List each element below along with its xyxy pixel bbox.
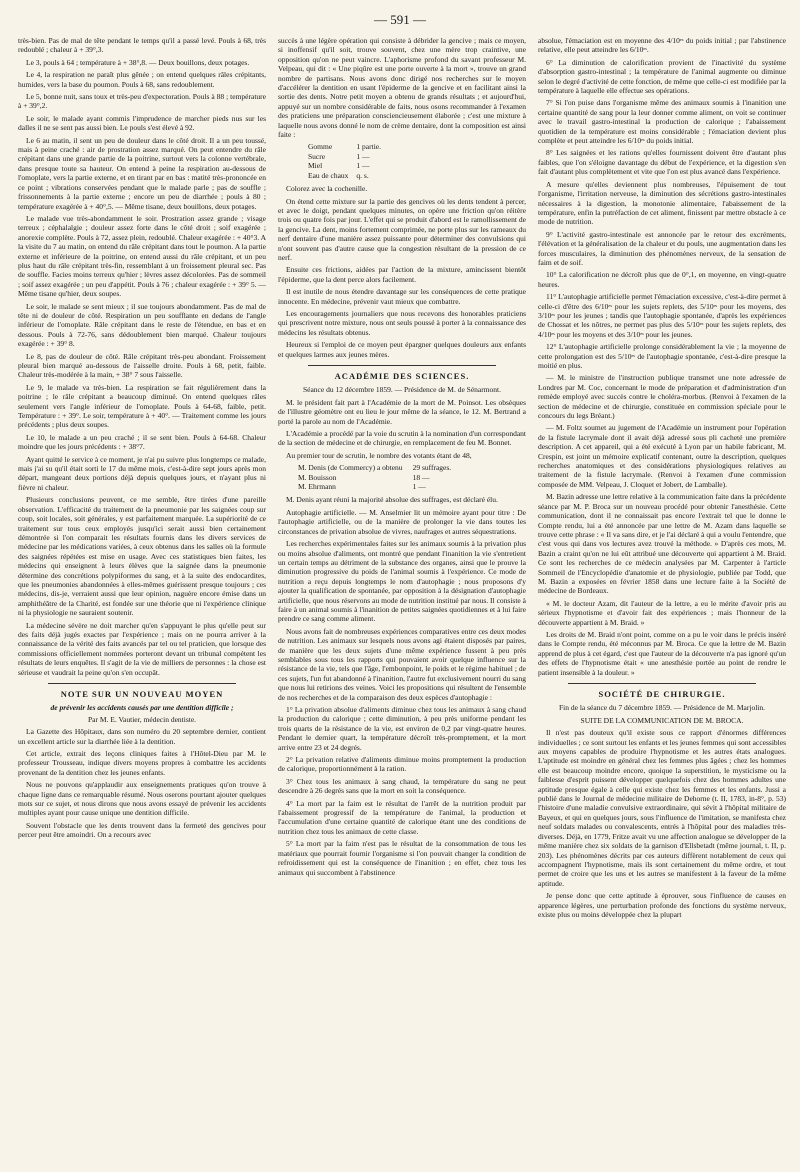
surgery-session: Fin de la séance du 7 décembre 1859. — Présidence de M. Marjolin. (559, 703, 765, 713)
paragraph: Je pense donc que cette aptitude à éprouver, sous l'influence de causes en apparence légères, une perturbation profonde des fonctions du système nerveux, existe plus ou moins développée chez la plupart (538, 891, 786, 919)
academy-title: ACADÉMIE DES SCIENCES. (334, 371, 470, 381)
paragraph: Le 9, le malade va très-bien. La respiration se fait régulièrement dans la poitrine ; le râle crépitant a beaucoup diminué. On entend quelques râles seulement vers l'angle inférieur de l'omoplate. Pouls à 64-68, faible, petit. Température : + 39°. Le soir, température à + 40°. — Traitement comme les jours précédents ; plus deux soupes. (18, 382, 266, 430)
paragraph: Heureux si l'emploi de ce moyen peut épargner quelques douleurs aux enfants et quelques larmes aux jeunes mères. (278, 340, 526, 359)
paragraph: Colorez avec la cochenille. (286, 184, 368, 194)
paragraph: 6° La diminution de calorification provient de l'inactivité du système d'absorption gastro-intestinal ; la température de l'animal augmente ou diminue selon le degré d'activité de cette fonction, de même que celle-ci est modifiée par la température à laquelle elle effectue ses opérations. (538, 57, 786, 96)
paragraph: Nous ne pouvons qu'applaudir aux enseignements pratiques qu'on trouve à chaque ligne dans ce remarquable résumé. Nous oserons pourtant ajouter quelques mots sur ce sujet, et nous dirons que nous avons essayé de prévenir les accidents multiples ayant pour cause unique une dentition difficile. (18, 780, 266, 818)
paragraph: Le 6 au matin, il sent un peu de douleur dans le côté droit. Il a un peu toussé, mais à peine craché : air de prostration assez marqué. On peut entendre du râle crépitant dans une grande partie de la poitrine, surtout vers la colonne vertébrale, dans presque toute sa hauteur. On entend à peine la respiration au-dessous de l'omoplate, vers la partie externe, et en tirant par en bas : matité très-prononcée en ce point ; vibrations conservées pendant que le malade parle ; pas de souffle ; frissonnements à la partie externe ; encore un peu de diarrhée ; pouls à 80 ; température exagérée à + 40°,5. — Même tisane, deux bouillons, deux potages. (18, 135, 266, 211)
paragraph: A mesure qu'elles deviennent plus nombreuses, l'épuisement de tout l'organisme, l'irritation nerveuse, la diminution des sécrétions gastro-intestinales nécessaires à la digestion, la monotonie alimentaire, l'abaissement de la température, enfin la putréfaction de cet aliment, finissent par mettre obstacle à ce mode de nutrition. (538, 179, 786, 227)
quantity: 1 partie. (356, 142, 381, 152)
recipe-row (308, 171, 389, 180)
note-title: NOTE SUR UN NOUVEAU MOYEN (60, 689, 224, 699)
paragraph: M. le président fait part à l'Académie de la mort de M. Poinsot. Les obsèques de l'illustre géomètre ont eu lieu le jour même de la séance, le 12. M. Bertrand a porté la parole au nom de l'Académie. (278, 397, 526, 426)
paragraph: 5° La mort par la faim n'est pas le résultat de la consommation de tous les matériaux que pourrait fournir l'organisme si l'on pouvait changer la condition de refroidissement qui est la conséquence de l'inanition ; en effet, chez tous les animaux qui succombent à l'abstinence (278, 839, 526, 877)
quantity: q. s. (356, 170, 369, 180)
candidate: M. Ehrmann (298, 482, 336, 492)
recipe-row (308, 152, 389, 161)
ingredient: Eau de chaux (308, 170, 349, 180)
column-3 (538, 36, 786, 1166)
recipe-table (308, 142, 389, 180)
paragraph: Le soir, le malade se sent mieux ; il sue toujours abondamment. Pas de mal de tête ni de douleur de côté. Respiration un peu soufflante en dedans de l'angle inférieur de l'omoplate. Râle crépitant dans le reste de l'étendue, en bas et en dessous. Pouls à 72-76, sans dédoublement bien marqué. Chaleur toujours exagérée : + 39° 8. (18, 301, 266, 349)
paragraph: Au premier tour de scrutin, le nombre des votants étant de 48, (286, 450, 472, 460)
paragraph: très-bien. Pas de mal de tête pendant le temps qu'il a passé levé. Pouls à 68, très redoublé ; chaleur à + 39°,3. (18, 36, 266, 55)
paragraph: Le 3, pouls à 64 ; température à + 38°,8. — Deux bouillons, deux potages. (26, 57, 250, 67)
paragraph: Il est inutile de nous étendre davantage sur les conséquences de cette pratique innocente. En médecine, prévenir vaut mieux que combattre. (278, 287, 526, 306)
quantity: 1 — (356, 161, 370, 171)
paragraph: « M. le docteur Azam, dit l'auteur de la lettre, a eu le mérite d'avoir pris au sérieux l'hypnotisme et d'avoir fait des expériences ; mais l'honneur de la découverte appartient à M. Braid. » (538, 598, 786, 627)
paragraph: Souvent l'obstacle que les dents trouvent dans la fermeté des gencives pour percer peut être amoindri. On a recours avec (18, 820, 266, 840)
column-2 (278, 36, 526, 1166)
section-divider (48, 683, 236, 684)
paragraph: 1° La privation absolue d'aliments diminue chez tous les animaux à sang chaud la production du calorique ; cette diminution, à peu près uniforme pendant les trois quarts de la résistance de la vie, est environ de 0,2 par vingt-quatre heures. Pendant le dernier quart, la température décroît très-promptement, et la mort arrive entre 23 et 24 degrés. (278, 705, 526, 752)
paragraph: — M. le ministre de l'instruction publique transmet une note adressée de Londres par M. Coc, concernant le mode de préparation et d'administration d'un remède employé avec succès contre le choléra-morbus. (Renvoi à l'examen de la section de médecine et de chirurgie, constituée en commission spéciale pour le concours du legs Bréant.) (538, 373, 786, 421)
paragraph: 3° Chez tous les animaux à sang chaud, la température du sang ne peut descendre à 26 degrés sans que la mort en soit la conséquence. (278, 776, 526, 796)
paragraph: Il n'est pas douteux qu'il existe sous ce rapport d'énormes différences individuelles ; ce sont surtout les enfants et les jeunes femmes qui sont accessibles aux moyens capables de produire l'hypnotisme et les autres états analogues. L'aptitude est moindre en général chez les femmes plus âgées ; chez les hommes elle est beaucoup moindre encore, quoique la superstition, le mysticisme ou la faiblesse d'esprit puissent développer quelquefois chez des hommes adultes une aptitude presque égale à celle qui existe chez les femmes et les enfants. Jussi a publié dans le Journal de médecine militaire de Dehorne (t. II, 1783, in-8°, p. 53) l'histoire d'une maladie convulsive extraordinaire, qui sévit à l'hôpital militaire de Bayeux, et qui en quelques jours, sous l'influence de l'imitation, se manifesta chez neuf soldats malades ou convalescents, entrés à l'hôpital pour des maladies très-diverses. Déjà, en 1779, Fritze avait vu une affection analogue se développer de la même manière chez six soldats de la garnison d'Ellsbetadt (même journal, t. II, p. 203). Les phénomènes décrits par ces auteurs diffèrent notablement de ceux qui accompagnent l'hypnotisme, mais ils sont certainement du même ordre, et tout permet de croire que les uns et les autres se manifestent à la faveur de la même aptitude. (538, 728, 786, 888)
paragraph: On étend cette mixture sur la partie des gencives où les dents tendent à percer, et avec le doigt, pendant quelques minutes, on opère une friction qu'on réitère trois ou quatre fois par jour. L'effet qui se produit d'abord est le ramollissement de la gencive. La dent, moins fortement comprimée, ne porte plus sur les rameaux du nerf dentaire d'une manière assez puissante pour déterminer des convulsions qui n'ont souvent pas d'autre cause que la congestion résultant de la pression de ce nerf. (278, 196, 526, 262)
paragraph: L'Académie a procédé par la voie du scrutin à la nomination d'un correspondant de la section de médecine et de chirurgie, en remplacement de feu M. Bonnet. (278, 429, 526, 448)
paragraph: Les recherches expérimentales faites sur les animaux soumis à la privation plus ou moins absolue d'aliments, ont montré que pendant l'inanition la vie s'entretient un certain temps au détriment de la substance des organes, ainsi que le prouve la diminution progressive du poids de l'animal soumis à l'expérience. Ce mode de nutrition a reçu depuis longtemps le nom d'autophagie ; nous proposons d'y ajouter la qualification de spontanée, par opposition à la désignation d'autophagie artificielle, que nous réservons au mode de nutrition institué par nous. Il consiste à faire à un animal soumis à l'inanition de petites saignées quotidiennes et à lui faire prendre ce sang comme aliment. (278, 539, 526, 624)
note-subtitle: de prévenir les accidents causés par une dentition difficile ; (50, 703, 234, 713)
paragraph: La Gazette des Hôpitaux, dans son numéro du 20 septembre dernier, contient un excellent article sur la diarrhée liée à la dentition. (18, 727, 266, 746)
page-number: — 591 — (374, 12, 426, 27)
paragraph: La médecine sévère ne doit marcher qu'en s'appuyant le plus qu'elle peut sur des faits déjà jugés exactes par l'expérience ; mais on ne pourra arriver à la connaissance de la vérité des faits avancés par tel ou tel praticien, que lorsque des commissions officiellement nommées porteront devant un tribunal compétent les résultats de leurs enquêtes. Il s'agit de la vie de milliers de personnes : la chose est sérieuse et vaudrait la peine qu'on s'en occupât. (18, 620, 266, 677)
paragraph: 2° La privation relative d'aliments diminue moins promptement la production de calorique, proportionnément à la ration. (278, 755, 526, 774)
vote-row (298, 482, 461, 491)
paragraph: Plusieurs conclusions peuvent, ce me semble, être tirées d'une pareille observation. L'efficacité du traitement de la pneumonie par les saignées coup sur coup, soit locales, soit générales, y est parfaitement marquée. La supériorité de ce traitement sur tous ceux employés jusqu'ici serait aussi bien certainement démontrée si l'on comparait les résultats fournis dans les divers services de médecine par les médications variées, à ceux obtenus dans les salles où la formule des saignées répétées est mise en usage. Avec ces statistiques bien faites, les médecins qui enseignent à leurs élèves que la saignée dans la pneumonie détermine des concrétions polypiformes du sang, et à la suite des endocardites, que les pneumonies abandonnées à elles-mêmes guérissent presque toujours ; ces médecins, dis-je, verraient aussi que leur opinion, naguère encore émise dans un amphithéâtre de la Charité, est fondée sur une théorie que ni l'expérience clinique ni la physiologie ne sauraient soutenir. (18, 495, 266, 618)
recipe-row (308, 142, 389, 151)
paragraph: Le 8, pas de douleur de côté. Râle crépitant très-peu abondant. Froissement pleural bien marqué au-dessous de l'aisselle droite. Pouls à 68, petit, faible. Chaleur très-modérée à la main, + 38° 7 sous l'aisselle. (18, 351, 266, 380)
paragraph: Nous avons fait de nombreuses expériences comparatives entre ces deux modes de nutrition. Les animaux sur lesquels nous avons agi étaient disposés par paires, de manière que les deux sujets d'une même expérience fussent à peu près semblables sous tous les rapports qui pouvaient avoir quelque influence sur la résistance de la vie, tels que l'âge, l'embonpoint, le poids et le régime habituel ; de ces sujets, l'un fut abandonné à l'inanition, l'autre fut exclusivement nourri du sang que nous lui retirions des veines. Voici les propositions qui résultent de l'ensemble de nos recherches et de la comparaison des deux espèces d'autophagie : (278, 626, 526, 702)
observation-text (18, 36, 266, 677)
paragraph: 7° Si l'on puise dans l'organisme même des animaux soumis à l'inanition une certaine quantité de sang pour la leur donner comme aliment, on voit se continuer avec le travail gastro-intestinal la production de calorique ; l'abaissement quotidien de la température est moins considérable ; l'émaciation devient plus complète et peut atteindre les 6/10ᵉˢ du poids initial. (538, 98, 786, 146)
paragraph: Les encouragements journaliers que nous recevons des honorables praticiens qui prescrivent notre mixture, nous ont seuls poussé à porter à la connaissance des médecins les résultats obtenus. (278, 308, 526, 337)
ingredient: Gomme (308, 142, 333, 152)
paragraph: Le soir, le malade ayant commis l'imprudence de marcher pieds nus sur les dalles il ne se sent pas aussi bien. Le pouls s'est élevé à 92. (18, 113, 266, 133)
paragraph: 4° La mort par la faim est le résultat de l'arrêt de la nutrition produit par l'abaissement progressif de la température de l'animal, la production et l'accumulation d'une certaine quantité de calorique étant une des conditions de nutrition chez tous les animaux de cette classe. (278, 798, 526, 836)
paragraph: Cet article, extrait des leçons cliniques faites à l'Hôtel-Dieu par M. le professeur Trousseau, indique divers moyens propres à combattre les accidents provenant de la dentition chez les jeunes enfants. (18, 749, 266, 777)
vote-count: 1 — (412, 482, 426, 492)
note-author: Par M. E. Vautier, médecin dentiste. (87, 714, 197, 724)
vote-count: 18 — (412, 472, 430, 482)
paragraph: 8° Les saignées et les rations qu'elles fournissent doivent être d'autant plus faibles, que l'on s'éloigne davantage du début de l'expérience, et la digestion s'en fait d'autant plus complètement et vite que l'on est plus avancé dans l'expérience. (538, 148, 786, 177)
paragraph: 9° L'activité gastro-intestinale est annoncée par le retour des excréments, l'élévation et la généralisation de la chaleur et du pouls, une augmentation dans les forces musculaires, la diminution des phénomènes nerveux, de la sensation de faim et de soif. (538, 229, 786, 267)
candidate: M. Bouisson (298, 472, 337, 482)
paragraph: M. Denis ayant réuni la majorité absolue des suffrages, est déclaré élu. (286, 495, 498, 505)
paragraph: Le 10, le malade a un peu craché ; il se sent bien. Pouls à 64-68. Chaleur moindre que les jours précédents : + 38°7. (18, 432, 266, 452)
section-divider (308, 365, 496, 366)
vote-row (298, 463, 461, 472)
paragraph: Le 5, bonne nuit, sans toux et très-peu d'expectoration. Pouls à 88 ; température à + 39°,2. (18, 92, 266, 111)
ingredient: Sucre (308, 151, 326, 161)
quantity: 1 — (356, 151, 370, 161)
academy-session: Séance du 12 décembre 1859. — Présidence de M. de Sénarmont. (302, 385, 502, 395)
candidate: M. Denis (de Commercy) a obtenu (298, 463, 403, 473)
recipe-row (308, 161, 389, 170)
column-1 (18, 36, 266, 1166)
surgery-subtitle: SUITE DE LA COMMUNICATION DE M. BROCA. (580, 715, 744, 725)
paragraph: Ayant quitté le service à ce moment, je n'ai pu suivre plus longtemps ce malade, mais j'ai su qu'il était sorti le 17 du même mois, c'est-à-dire sept jours après mon départ, mangeant deux portions déjà depuis quelques jours, et n'ayant plus ni fièvre ni chaleur. (18, 454, 266, 492)
paragraph: Le malade vue très-abondamment le soir. Prostration assez grande ; visage terreux ; céphalalgie ; douleur assez forte dans le côté droit ; soif exagérée ; anorexie complète. Pouls à 72, assez plein, redoublé. Chaleur exagérée : + 40°3. A la visite du 7 au matin, on entend du râle crépitant dans tout le poumon. A la partie externe et inférieure de la poitrine, on entend aussi du râle crépitant, et un peu plus haut du râle crépitant très-fin, ressemblant à un froissement pleural sec. Pas de souffle. Facies moins terreux qu'hier ; lèvres assez décolorées. Pas de sommeil ; soif assez exagérée ; un peu d'appétit. Pouls à 76 ; chaleur exagérée : + 39° 5. — Même tisane qu'hier, deux soupes. (18, 213, 266, 299)
paragraph: Autophagie artificielle. — M. Anselmier lit un mémoire ayant pour titre : De l'autophagie artificielle, ou de la manière de prolonger la vie dans toutes les circonstances de privation absolue de vivres, naufrages et autres séquestrations. (278, 507, 526, 536)
paragraph: Ensuite ces frictions, aidées par l'action de la mixture, amincissent bientôt l'épiderme, que la dent perce alors facilement. (278, 265, 526, 284)
ingredient: Miel (308, 161, 323, 171)
section-divider (568, 683, 756, 684)
paragraph: succès à une légère opération qui consiste à débrider la gencive ; mais ce moyen, si inoffensif qu'il soit, trouve souvent, chez une mère trop craintive, une opposition qu'on ne peut vaincre. L'aphorisme profond du savant professeur M. Velpeau, qui dit : « Une piqûre est une porte ouverte à la mort », trouve un grand nombre de partisans. Nous avons donc dirigé nos recherches sur le moyen d'accélérer la dentition en usant l'épiderme de la gencive et en facilitant ainsi la sortie des dents. Notre petit moyen a obtenu de grands résultats ; et aujourd'hui, appuyé sur un nombre considérable de faits, nous osons recommander à l'examen des praticiens une préparation consciencieusement élaborée ; c'est une mixture à laquelle nous avons donné le nom de crème dentaire, dont la composition est ainsi faite : (278, 36, 526, 140)
paragraph: absolue, l'émaciation est en moyenne des 4/10ᵉˢ du poids initial ; par l'abstinence relative, elle peut atteindre les 6/10ᵉˢ. (538, 36, 786, 55)
surgery-title: SOCIÉTÉ DE CHIRURGIE. (598, 689, 726, 699)
paragraph: 12° L'autophagie artificielle prolonge considérablement la vie ; la moyenne de cette prolongation est des 5/10ᵉˢ de l'autophagie spontanée, c'est-à-dire presque la moitié en plus. (538, 342, 786, 370)
paragraph: 10° La calorification ne décroît plus que de 0°,1, en moyenne, en vingt-quatre heures. (538, 270, 786, 289)
vote-table (298, 463, 461, 491)
vote-count: 29 suffrages. (412, 463, 452, 473)
paragraph: M. Bazin adresse une lettre relative à la communication faite dans la précédente séance par M. P. Broca sur un nouveau procédé pour obtenir l'anesthésie. Cette communication, dont il ne connaissait pas encore l'extrait tel que le donne le Compte rendu, lui a été annoncée par une lettre de M. Azam dans laquelle se trouve cette phrase : « Il va sans dire, et je l'ai déclaré à qui a voulu l'entendre, que c'est vous qui dans vos lectures avez trouvé la méthode. » D'après ces mots, M. Bazin a craint qu'on ne lui eût attribué une découverte qui appartient à M. Braid. Ce sont les recherches de ce médecin analysées par M. Carpenter à l'article Sommeil de l'Encyclopédie d'anatomie et de physiologie, publiée par Todd, que M. Bazin a exposées en février 1858 dans une lecture faite à la Société de médecine de Bordeaux. (538, 492, 786, 596)
paragraph: — M. Foltz soumet au jugement de l'Académie un instrument pour l'opération de la fistule lacrymale dont il avait déjà adressé sous pli cacheté une première description. A cet appareil, qui a été exécuté à Lyon par un habile fabricant, M. Crespin, est joint un mémoire explicatif contenant, outre la description, quelques recherches anatomiques et des considérations physiologiques relatives au traitement de la fistule lacrymale. (Renvoi à l'examen d'une commission composée de MM. Velpeau, J. Cloquet et Jobert, de Lamballe). (538, 423, 786, 489)
paragraph: Le 4, la respiration ne paraît plus gênée ; on entend quelques râles crépitants, humides, vers la base du poumon. Pouls à 68, sans redoublement. (18, 70, 266, 89)
vote-row (298, 473, 461, 482)
paragraph: 11° L'autophagie artificielle permet l'émaciation excessive, c'est-à-dire permet à celle-ci d'être des 6/10ᵉˢ pour les sujets replets, des 5/10ᵉˢ pour les moyens, des 3/10ᵉˢ pour les jeunes ; tandis que l'autophagie spontanée, d'après les expériences de Chossat et les nôtres, ne permet pas plus des 5/10ᵉˢ pour les sujets replets, des 4/10ᵉˢ pour les moyens et des 3/10ᵉˢ pour les jeunes. (538, 292, 786, 339)
paragraph: Les droits de M. Braid n'ont point, comme on a pu le voir dans le précis inséré dans le Compte rendu, été méconnus par M. Broca. Ce que la lettre de M. Bazin apprend de plus à cet égard, c'est que l'auteur de la découverte n'a pas ignoré qu'un des effets de l'hypnotisme était « une anesthésie portée au point de rendre le patient insensible à la douleur. » (538, 629, 786, 677)
